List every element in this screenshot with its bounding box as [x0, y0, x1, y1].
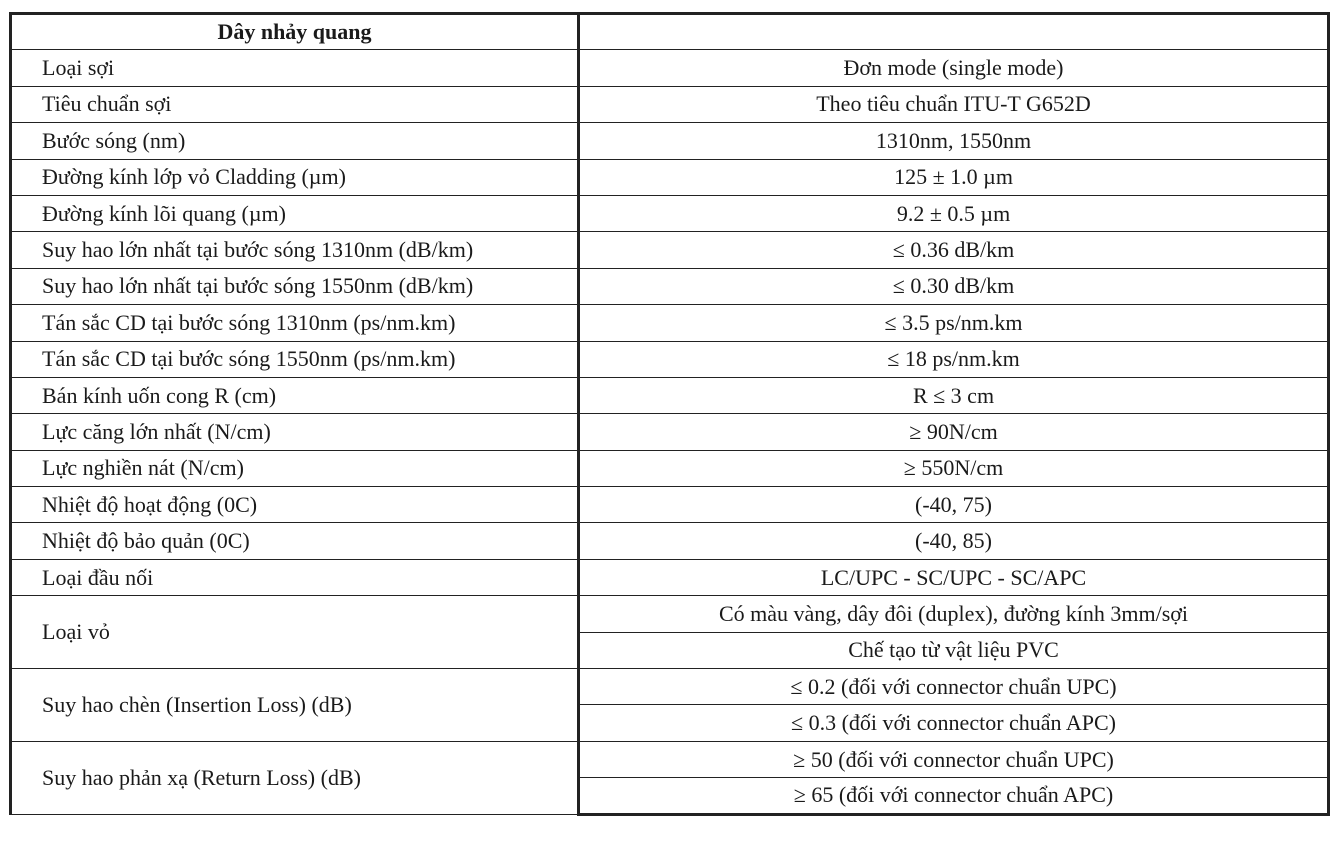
spec-value: 125 ± 1.0 µm: [579, 159, 1329, 195]
table-row: [11, 523, 1329, 559]
table-row: [11, 741, 1329, 777]
spec-value: (-40, 85): [579, 523, 1329, 559]
spec-label: Nhiệt độ hoạt động (0C): [11, 487, 579, 523]
table-row: [11, 50, 1329, 86]
spec-value: Đơn mode (single mode): [579, 50, 1329, 86]
spec-table: [9, 12, 1330, 816]
spec-label: Suy hao chèn (Insertion Loss) (dB): [11, 669, 579, 742]
spec-value: ≤ 0.3 (đối với connector chuẩn APC): [579, 705, 1329, 741]
table-row: [11, 232, 1329, 268]
table-title: Dây nhảy quang: [11, 14, 579, 50]
table-row: [11, 86, 1329, 122]
table-row: [11, 159, 1329, 195]
spec-value: 1310nm, 1550nm: [579, 123, 1329, 159]
spec-label: Nhiệt độ bảo quản (0C): [11, 523, 579, 559]
table-row: [11, 268, 1329, 304]
table-row: [11, 341, 1329, 377]
spec-label: Loại đầu nối: [11, 559, 579, 595]
table-header-empty: [579, 14, 1329, 50]
spec-value: Chế tạo từ vật liệu PVC: [579, 632, 1329, 668]
table-row: [11, 377, 1329, 413]
table-row: [11, 414, 1329, 450]
spec-value: ≥ 65 (đối với connector chuẩn APC): [579, 778, 1329, 814]
table-row: [11, 596, 1329, 632]
spec-label: Suy hao phản xạ (Return Loss) (dB): [11, 741, 579, 814]
spec-label: Tiêu chuẩn sợi: [11, 86, 579, 122]
spec-value: ≤ 18 ps/nm.km: [579, 341, 1329, 377]
table-row: [11, 487, 1329, 523]
table-row: [11, 450, 1329, 486]
spec-value: ≤ 0.36 dB/km: [579, 232, 1329, 268]
spec-label: Lực căng lớn nhất (N/cm): [11, 414, 579, 450]
table-row: [11, 559, 1329, 595]
spec-label: Suy hao lớn nhất tại bước sóng 1310nm (dB/km): [11, 232, 579, 268]
spec-value: R ≤ 3 cm: [579, 377, 1329, 413]
spec-value: ≤ 3.5 ps/nm.km: [579, 305, 1329, 341]
spec-value: 9.2 ± 0.5 µm: [579, 195, 1329, 231]
spec-label: Bước sóng (nm): [11, 123, 579, 159]
table-row: [11, 195, 1329, 231]
spec-label: Đường kính lõi quang (µm): [11, 195, 579, 231]
spec-value: ≤ 0.2 (đối với connector chuẩn UPC): [579, 669, 1329, 705]
spec-value: LC/UPC - SC/UPC - SC/APC: [579, 559, 1329, 595]
spec-label: Loại sợi: [11, 50, 579, 86]
spec-label: Tán sắc CD tại bước sóng 1310nm (ps/nm.km): [11, 305, 579, 341]
table-row: [11, 669, 1329, 705]
table-row: [11, 123, 1329, 159]
spec-value: Có màu vàng, dây đôi (duplex), đường kính 3mm/sợi: [579, 596, 1329, 632]
spec-label: Bán kính uốn cong R (cm): [11, 377, 579, 413]
spec-value: ≥ 50 (đối với connector chuẩn UPC): [579, 741, 1329, 777]
spec-value: Theo tiêu chuẩn ITU-T G652D: [579, 86, 1329, 122]
spec-label: Loại vỏ: [11, 596, 579, 669]
spec-label: Suy hao lớn nhất tại bước sóng 1550nm (dB/km): [11, 268, 579, 304]
spec-value: ≥ 550N/cm: [579, 450, 1329, 486]
spec-value: (-40, 75): [579, 487, 1329, 523]
table-body: [11, 50, 1329, 814]
table-header-row: [11, 14, 1329, 50]
spec-value: ≥ 90N/cm: [579, 414, 1329, 450]
spec-value: ≤ 0.30 dB/km: [579, 268, 1329, 304]
spec-label: Tán sắc CD tại bước sóng 1550nm (ps/nm.km): [11, 341, 579, 377]
spec-label: Đường kính lớp vỏ Cladding (µm): [11, 159, 579, 195]
spec-label: Lực nghiền nát (N/cm): [11, 450, 579, 486]
table-row: [11, 305, 1329, 341]
